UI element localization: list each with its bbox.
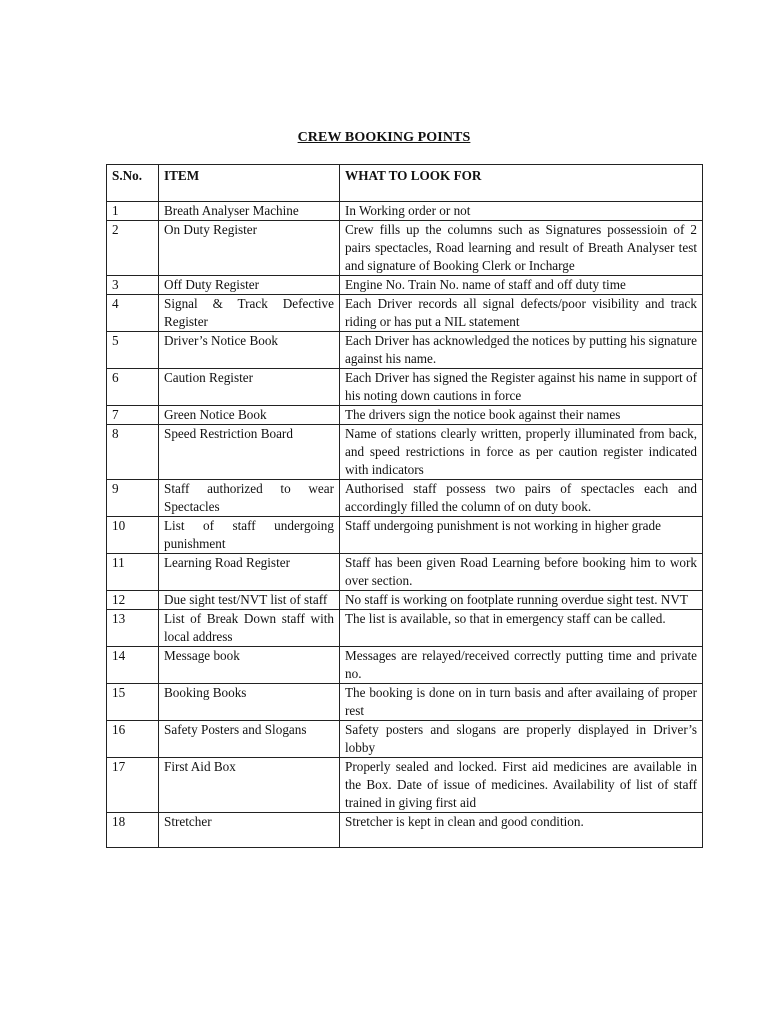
table-row — [107, 721, 703, 758]
table-header-row — [107, 165, 703, 202]
table-row — [107, 406, 703, 425]
cell-what-to-look-for: Messages are relayed/received correctly putting time and private no. — [340, 647, 703, 684]
cell-what-to-look-for: The list is available, so that in emergency staff can be called. — [340, 610, 703, 647]
table-row — [107, 332, 703, 369]
cell-what-to-look-for: Each Driver has signed the Register against his name in support of his noting down cautions in force — [340, 369, 703, 406]
table-row — [107, 295, 703, 332]
cell-what-to-look-for: The booking is done on in turn basis and after availaing of proper rest — [340, 684, 703, 721]
cell-sno: 15 — [107, 684, 159, 721]
cell-what-to-look-for: No staff is working on footplate running overdue sight test. NVT — [340, 591, 703, 610]
cell-what-to-look-for: Stretcher is kept in clean and good condition. — [340, 813, 703, 848]
table-row — [107, 517, 703, 554]
table-row — [107, 684, 703, 721]
cell-sno: 14 — [107, 647, 159, 684]
cell-sno: 8 — [107, 425, 159, 480]
header-what-to-look-for: WHAT TO LOOK FOR — [340, 165, 703, 202]
table-row — [107, 758, 703, 813]
cell-what-to-look-for: In Working order or not — [340, 202, 703, 221]
cell-item: Speed Restriction Board — [159, 425, 340, 480]
cell-item: Learning Road Register — [159, 554, 340, 591]
cell-item: On Duty Register — [159, 221, 340, 276]
cell-sno: 1 — [107, 202, 159, 221]
cell-sno: 10 — [107, 517, 159, 554]
document-title: CREW BOOKING POINTS — [297, 130, 471, 145]
cell-what-to-look-for: Name of stations clearly written, properly illuminated from back, and speed restrictions in force as per caution register indicated with indicators — [340, 425, 703, 480]
cell-item: Green Notice Book — [159, 406, 340, 425]
cell-sno: 5 — [107, 332, 159, 369]
cell-sno: 16 — [107, 721, 159, 758]
cell-item: Driver’s Notice Book — [159, 332, 340, 369]
cell-item: Due sight test/NVT list of staff — [159, 591, 340, 610]
cell-sno: 4 — [107, 295, 159, 332]
cell-item: First Aid Box — [159, 758, 340, 813]
cell-sno: 11 — [107, 554, 159, 591]
cell-item: Stretcher — [159, 813, 340, 848]
table-row — [107, 276, 703, 295]
cell-what-to-look-for: Safety posters and slogans are properly displayed in Driver’s lobby — [340, 721, 703, 758]
cell-item: Staff authorized to wear Spectacles — [159, 480, 340, 517]
cell-sno: 6 — [107, 369, 159, 406]
table-row — [107, 369, 703, 406]
cell-sno: 17 — [107, 758, 159, 813]
cell-what-to-look-for: Staff has been given Road Learning before booking him to work over section. — [340, 554, 703, 591]
cell-item: Safety Posters and Slogans — [159, 721, 340, 758]
cell-sno: 2 — [107, 221, 159, 276]
cell-item: Breath Analyser Machine — [159, 202, 340, 221]
table-row — [107, 610, 703, 647]
crew-booking-table — [106, 164, 703, 848]
cell-item: Booking Books — [159, 684, 340, 721]
cell-sno: 18 — [107, 813, 159, 848]
table-row — [107, 647, 703, 684]
cell-what-to-look-for: Authorised staff possess two pairs of spectacles each and accordingly filled the column of on duty book. — [340, 480, 703, 517]
cell-what-to-look-for: Each Driver has acknowledged the notices by putting his signature against his name. — [340, 332, 703, 369]
table-row — [107, 813, 703, 848]
cell-item: Message book — [159, 647, 340, 684]
table-row — [107, 591, 703, 610]
cell-item: List of Break Down staff with local address — [159, 610, 340, 647]
table-row — [107, 202, 703, 221]
table-row — [107, 221, 703, 276]
table-row — [107, 554, 703, 591]
table-row — [107, 480, 703, 517]
cell-item: Off Duty Register — [159, 276, 340, 295]
cell-sno: 13 — [107, 610, 159, 647]
header-sno: S.No. — [107, 165, 159, 202]
cell-item: Caution Register — [159, 369, 340, 406]
cell-what-to-look-for: Properly sealed and locked. First aid medicines are available in the Box. Date of issue of medicines. Availability of list of staff trained in giving first aid — [340, 758, 703, 813]
cell-item: Signal & Track Defective Register — [159, 295, 340, 332]
header-item: ITEM — [159, 165, 340, 202]
cell-what-to-look-for: Staff undergoing punishment is not working in higher grade — [340, 517, 703, 554]
cell-what-to-look-for: Crew fills up the columns such as Signatures possessioin of 2 pairs spectacles, Road learning and result of Breath Analyser test and signature of Booking Clerk or Incharge — [340, 221, 703, 276]
cell-sno: 9 — [107, 480, 159, 517]
cell-what-to-look-for: The drivers sign the notice book against their names — [340, 406, 703, 425]
cell-item: List of staff undergoing punishment — [159, 517, 340, 554]
table-row — [107, 425, 703, 480]
cell-what-to-look-for: Engine No. Train No. name of staff and off duty time — [340, 276, 703, 295]
cell-sno: 12 — [107, 591, 159, 610]
cell-what-to-look-for: Each Driver records all signal defects/poor visibility and track riding or has put a NIL statement — [340, 295, 703, 332]
cell-sno: 7 — [107, 406, 159, 425]
cell-sno: 3 — [107, 276, 159, 295]
